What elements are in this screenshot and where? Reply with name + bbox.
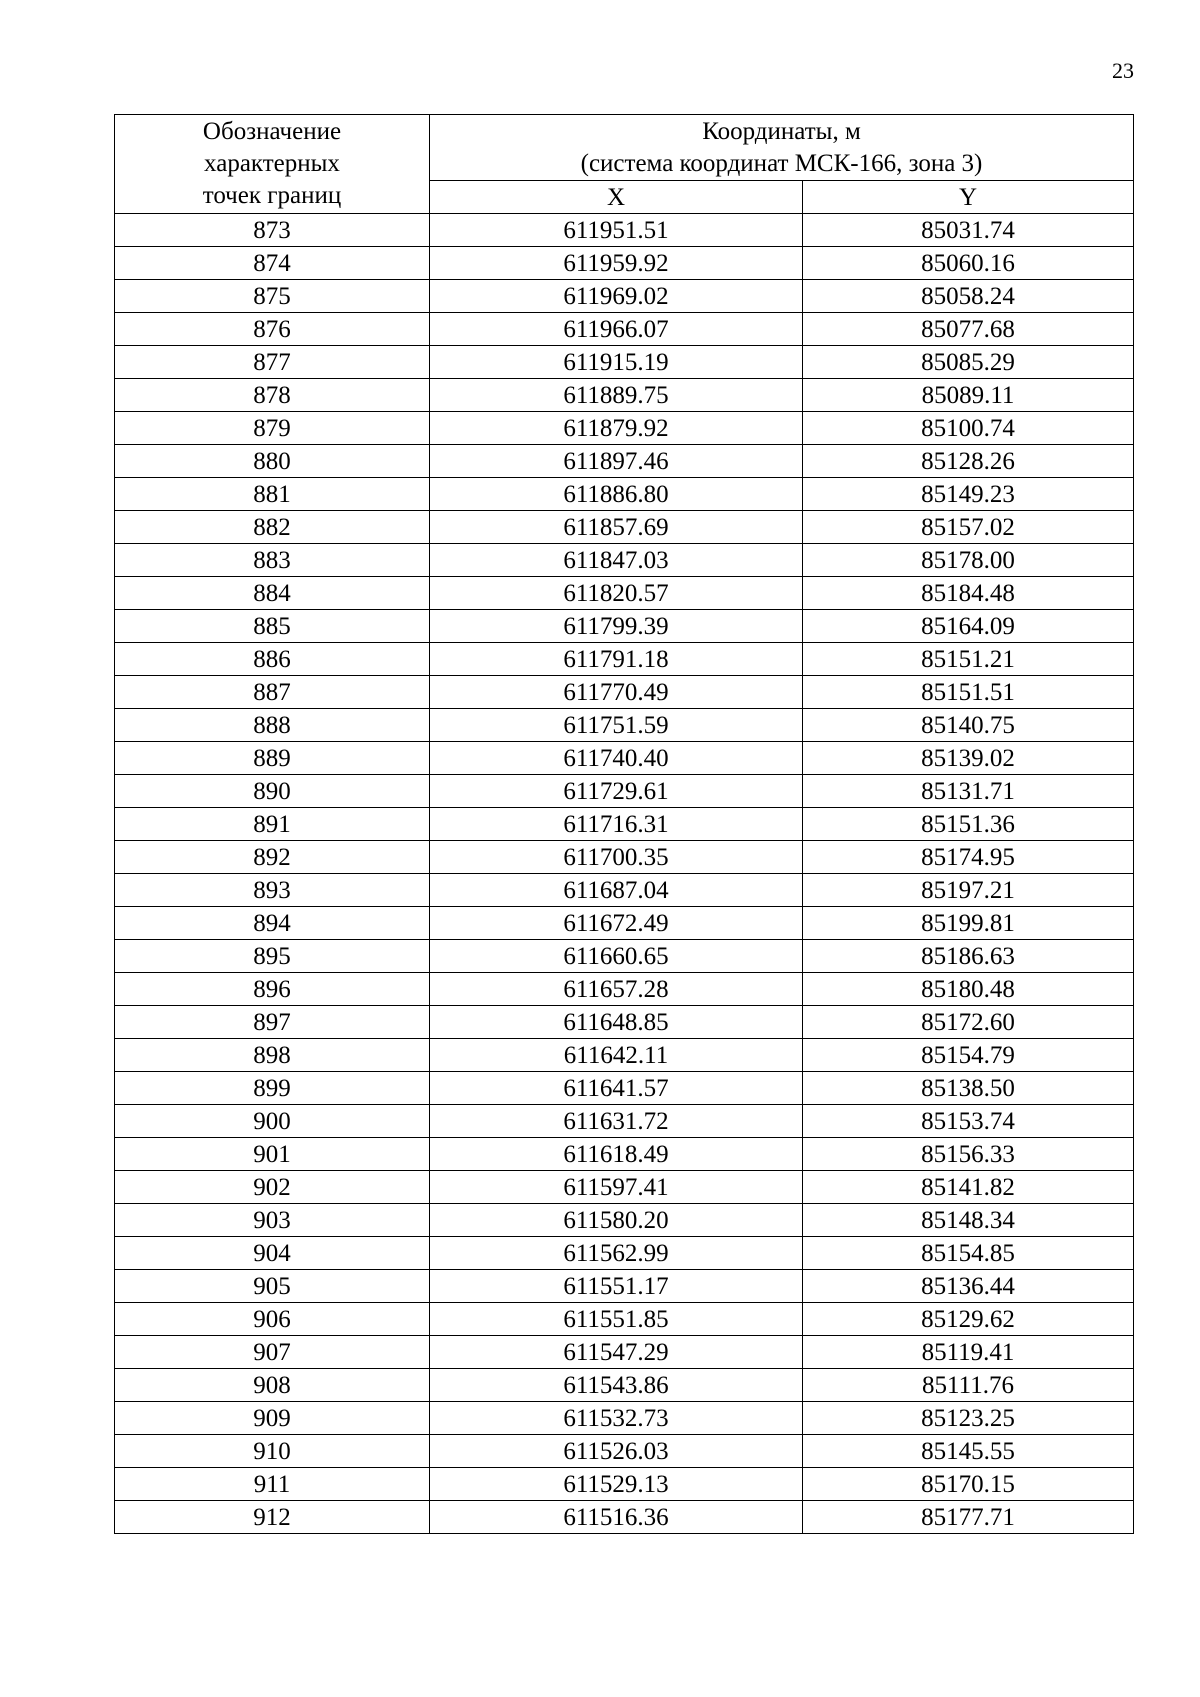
table-row (115, 808, 1134, 841)
table-row (115, 1501, 1134, 1534)
table-row (115, 346, 1134, 379)
table-row (115, 1006, 1134, 1039)
table-row (115, 709, 1134, 742)
y-coordinate-cell: 85136.44 (803, 1270, 1134, 1303)
y-coordinate-cell: 85197.21 (803, 874, 1134, 907)
point-cell: 889 (115, 742, 430, 775)
y-coordinate-cell: 85140.75 (803, 709, 1134, 742)
table-row (115, 973, 1134, 1006)
table-row (115, 1303, 1134, 1336)
x-coordinate-cell: 611532.73 (430, 1402, 803, 1435)
table-row (115, 379, 1134, 412)
y-coordinate-cell: 85156.33 (803, 1138, 1134, 1171)
table-row (115, 1105, 1134, 1138)
x-coordinate-cell: 611642.11 (430, 1039, 803, 1072)
point-cell: 874 (115, 247, 430, 280)
y-coordinate-cell: 85154.85 (803, 1237, 1134, 1270)
y-coordinate-cell: 85123.25 (803, 1402, 1134, 1435)
x-coordinate-cell: 611562.99 (430, 1237, 803, 1270)
table-row (115, 841, 1134, 874)
y-coordinate-cell: 85119.41 (803, 1336, 1134, 1369)
x-coordinate-cell: 611969.02 (430, 280, 803, 313)
point-cell: 883 (115, 544, 430, 577)
table-row (115, 874, 1134, 907)
x-coordinate-cell: 611847.03 (430, 544, 803, 577)
x-column-header: X (430, 181, 803, 214)
y-coordinate-cell: 85077.68 (803, 313, 1134, 346)
y-coordinate-cell: 85139.02 (803, 742, 1134, 775)
point-header-line-2: характерных (204, 150, 340, 177)
x-coordinate-cell: 611547.29 (430, 1336, 803, 1369)
y-coordinate-cell: 85184.48 (803, 577, 1134, 610)
point-cell: 885 (115, 610, 430, 643)
x-coordinate-cell: 611791.18 (430, 643, 803, 676)
table-row (115, 907, 1134, 940)
x-coordinate-cell: 611631.72 (430, 1105, 803, 1138)
y-coordinate-cell: 85151.51 (803, 676, 1134, 709)
x-coordinate-cell: 611543.86 (430, 1369, 803, 1402)
table-row (115, 313, 1134, 346)
point-cell: 881 (115, 478, 430, 511)
point-cell: 873 (115, 214, 430, 247)
x-coordinate-cell: 611660.65 (430, 940, 803, 973)
table-body (115, 214, 1134, 1534)
point-cell: 907 (115, 1336, 430, 1369)
coordinates-header (430, 115, 1134, 181)
point-cell: 896 (115, 973, 430, 1006)
y-column-header: Y (803, 181, 1134, 214)
y-coordinate-cell: 85148.34 (803, 1204, 1134, 1237)
y-coordinate-cell: 85111.76 (803, 1369, 1134, 1402)
point-cell: 895 (115, 940, 430, 973)
point-cell: 905 (115, 1270, 430, 1303)
point-cell: 908 (115, 1369, 430, 1402)
point-cell: 898 (115, 1039, 430, 1072)
x-coordinate-cell: 611951.51 (430, 214, 803, 247)
table-row (115, 1402, 1134, 1435)
x-coordinate-cell: 611529.13 (430, 1468, 803, 1501)
table-row (115, 1138, 1134, 1171)
table-row (115, 412, 1134, 445)
point-cell: 880 (115, 445, 430, 478)
table-row (115, 1468, 1134, 1501)
y-coordinate-cell: 85199.81 (803, 907, 1134, 940)
x-coordinate-cell: 611751.59 (430, 709, 803, 742)
y-coordinate-cell: 85170.15 (803, 1468, 1134, 1501)
point-cell: 893 (115, 874, 430, 907)
y-coordinate-cell: 85128.26 (803, 445, 1134, 478)
point-cell: 888 (115, 709, 430, 742)
point-cell: 911 (115, 1468, 430, 1501)
x-coordinate-cell: 611657.28 (430, 973, 803, 1006)
y-coordinate-cell: 85157.02 (803, 511, 1134, 544)
point-cell: 887 (115, 676, 430, 709)
x-coordinate-cell: 611687.04 (430, 874, 803, 907)
x-coordinate-cell: 611516.36 (430, 1501, 803, 1534)
x-coordinate-cell: 611700.35 (430, 841, 803, 874)
point-cell: 884 (115, 577, 430, 610)
x-coordinate-cell: 611618.49 (430, 1138, 803, 1171)
y-coordinate-cell: 85172.60 (803, 1006, 1134, 1039)
x-coordinate-cell: 611641.57 (430, 1072, 803, 1105)
table-row (115, 1270, 1134, 1303)
table-row (115, 478, 1134, 511)
point-cell: 879 (115, 412, 430, 445)
point-cell: 877 (115, 346, 430, 379)
point-cell: 876 (115, 313, 430, 346)
table-row (115, 280, 1134, 313)
table-row (115, 544, 1134, 577)
x-coordinate-cell: 611799.39 (430, 610, 803, 643)
x-coordinate-cell: 611879.92 (430, 412, 803, 445)
point-cell: 897 (115, 1006, 430, 1039)
coords-header-line-1: Координаты, м (702, 117, 861, 145)
y-coordinate-cell: 85100.74 (803, 412, 1134, 445)
point-cell: 894 (115, 907, 430, 940)
point-cell: 904 (115, 1237, 430, 1270)
x-coordinate-cell: 611597.41 (430, 1171, 803, 1204)
y-coordinate-cell: 85141.82 (803, 1171, 1134, 1204)
y-coordinate-cell: 85151.21 (803, 643, 1134, 676)
table-row (115, 577, 1134, 610)
x-coordinate-cell: 611897.46 (430, 445, 803, 478)
table-row (115, 1039, 1134, 1072)
point-header-line-3: точек границ (202, 182, 342, 209)
x-coordinate-cell: 611648.85 (430, 1006, 803, 1039)
table-row (115, 1204, 1134, 1237)
table-header (115, 115, 1134, 214)
table-row (115, 247, 1134, 280)
y-coordinate-cell: 85058.24 (803, 280, 1134, 313)
x-coordinate-cell: 611820.57 (430, 577, 803, 610)
point-cell: 901 (115, 1138, 430, 1171)
x-coordinate-cell: 611959.92 (430, 247, 803, 280)
y-coordinate-cell: 85060.16 (803, 247, 1134, 280)
table-row (115, 775, 1134, 808)
y-coordinate-cell: 85145.55 (803, 1435, 1134, 1468)
table-row (115, 676, 1134, 709)
table-row (115, 643, 1134, 676)
x-coordinate-cell: 611966.07 (430, 313, 803, 346)
y-coordinate-cell: 85177.71 (803, 1501, 1134, 1534)
y-coordinate-cell: 85031.74 (803, 214, 1134, 247)
x-coordinate-cell: 611915.19 (430, 346, 803, 379)
point-cell: 890 (115, 775, 430, 808)
x-coordinate-cell: 611580.20 (430, 1204, 803, 1237)
x-coordinate-cell: 611729.61 (430, 775, 803, 808)
table-row (115, 214, 1134, 247)
table-row (115, 511, 1134, 544)
y-coordinate-cell: 85164.09 (803, 610, 1134, 643)
y-coordinate-cell: 85180.48 (803, 973, 1134, 1006)
table-row (115, 1171, 1134, 1204)
coords-header-line-2: (система координат МСК-166, зона 3) (580, 149, 983, 177)
table-row (115, 1237, 1134, 1270)
point-cell: 900 (115, 1105, 430, 1138)
x-coordinate-cell: 611672.49 (430, 907, 803, 940)
x-coordinate-cell: 611770.49 (430, 676, 803, 709)
x-coordinate-cell: 611526.03 (430, 1435, 803, 1468)
point-cell: 899 (115, 1072, 430, 1105)
table-row (115, 610, 1134, 643)
x-coordinate-cell: 611551.85 (430, 1303, 803, 1336)
table-row (115, 1369, 1134, 1402)
point-cell: 875 (115, 280, 430, 313)
coordinates-table (114, 114, 1134, 1534)
point-cell: 912 (115, 1501, 430, 1534)
point-cell: 886 (115, 643, 430, 676)
table-row (115, 1336, 1134, 1369)
x-coordinate-cell: 611740.40 (430, 742, 803, 775)
point-cell: 903 (115, 1204, 430, 1237)
table-row (115, 445, 1134, 478)
y-coordinate-cell: 85151.36 (803, 808, 1134, 841)
y-coordinate-cell: 85131.71 (803, 775, 1134, 808)
y-coordinate-cell: 85129.62 (803, 1303, 1134, 1336)
point-header-line-1: Обозначение (202, 118, 342, 145)
x-coordinate-cell: 611889.75 (430, 379, 803, 412)
y-coordinate-cell: 85138.50 (803, 1072, 1134, 1105)
y-coordinate-cell: 85154.79 (803, 1039, 1134, 1072)
point-cell: 878 (115, 379, 430, 412)
y-coordinate-cell: 85153.74 (803, 1105, 1134, 1138)
point-designation-header (115, 115, 430, 214)
y-coordinate-cell: 85149.23 (803, 478, 1134, 511)
table-row (115, 940, 1134, 973)
point-cell: 892 (115, 841, 430, 874)
x-coordinate-cell: 611551.17 (430, 1270, 803, 1303)
point-cell: 882 (115, 511, 430, 544)
point-cell: 902 (115, 1171, 430, 1204)
table-row (115, 1072, 1134, 1105)
y-coordinate-cell: 85089.11 (803, 379, 1134, 412)
table-row (115, 1435, 1134, 1468)
x-coordinate-cell: 611886.80 (430, 478, 803, 511)
point-cell: 910 (115, 1435, 430, 1468)
y-coordinate-cell: 85085.29 (803, 346, 1134, 379)
x-coordinate-cell: 611857.69 (430, 511, 803, 544)
point-cell: 906 (115, 1303, 430, 1336)
point-cell: 909 (115, 1402, 430, 1435)
table-row (115, 742, 1134, 775)
y-coordinate-cell: 85186.63 (803, 940, 1134, 973)
y-coordinate-cell: 85178.00 (803, 544, 1134, 577)
y-coordinate-cell: 85174.95 (803, 841, 1134, 874)
point-cell: 891 (115, 808, 430, 841)
page-number: 23 (1112, 58, 1134, 83)
x-coordinate-cell: 611716.31 (430, 808, 803, 841)
